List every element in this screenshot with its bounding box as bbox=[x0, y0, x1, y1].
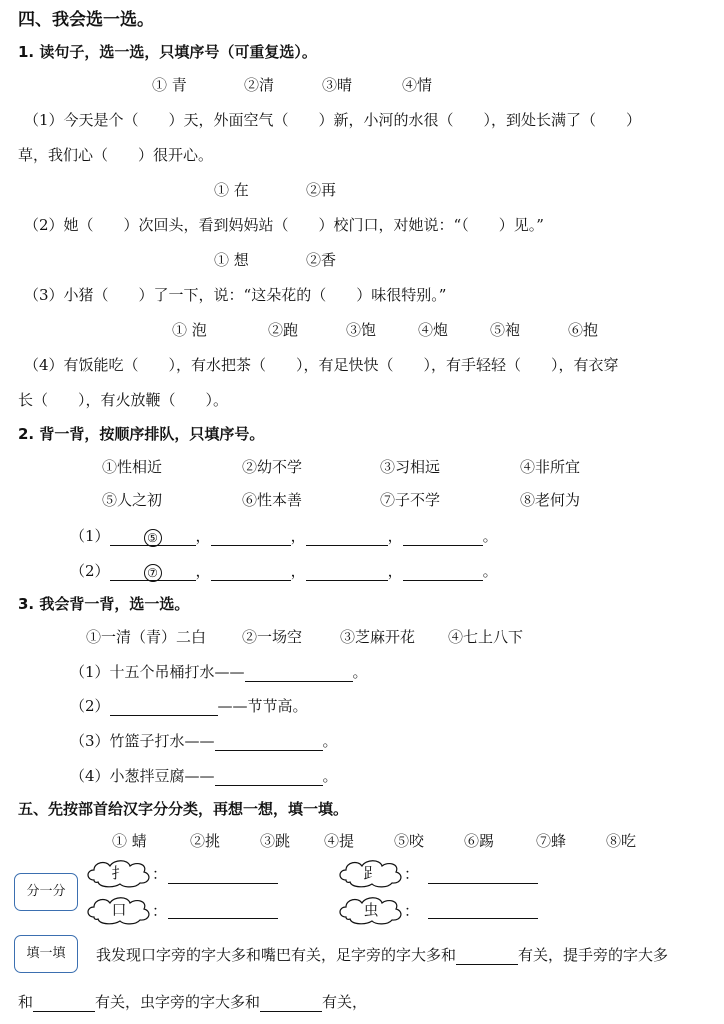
period: 。 bbox=[322, 732, 338, 750]
phrase: ④非所宜 bbox=[520, 458, 581, 476]
option: ⑤袍 bbox=[490, 321, 521, 339]
line-text: 有关，虫字旁的字大多和 bbox=[95, 993, 261, 1011]
option: ②跑 bbox=[268, 321, 299, 339]
option: ① 想 bbox=[214, 251, 249, 269]
q1-sentence-4b: 长（ ），有火放鞭（ ）。 bbox=[18, 391, 229, 409]
option: ③芝麻开花 bbox=[340, 628, 416, 646]
radical: 𧾷 bbox=[363, 864, 379, 882]
q1-title: 1. 读句子，选一选，只填序号（可重复选）。 bbox=[18, 43, 317, 61]
answer-blank[interactable] bbox=[428, 865, 538, 884]
period: 。 bbox=[482, 527, 498, 545]
phrase: ③习相远 bbox=[380, 458, 441, 476]
option: ⑥抱 bbox=[568, 321, 599, 339]
option: ④情 bbox=[402, 76, 433, 94]
radical: 扌 bbox=[111, 864, 127, 882]
option: ②清 bbox=[244, 76, 275, 94]
answer-blank[interactable] bbox=[110, 562, 196, 581]
radical-cloud-hand bbox=[84, 858, 154, 888]
phrase: ②幼不学 bbox=[242, 458, 303, 476]
option: ③饱 bbox=[346, 321, 377, 339]
answer-label: （1） bbox=[70, 527, 110, 545]
comma: ， bbox=[195, 527, 211, 545]
line-text: 和 bbox=[18, 993, 34, 1011]
option: ②一场空 bbox=[242, 628, 303, 646]
colon: ： bbox=[152, 865, 168, 883]
answer-blank[interactable] bbox=[245, 663, 353, 682]
fill-line-2 bbox=[18, 992, 367, 1012]
char-option: ⑧吃 bbox=[606, 832, 637, 850]
period: 。 bbox=[322, 767, 338, 785]
answer-blank[interactable] bbox=[168, 900, 278, 919]
q3-line-3 bbox=[70, 731, 338, 751]
char-option: ④提 bbox=[324, 832, 355, 850]
answer-blank[interactable] bbox=[215, 767, 323, 786]
line-text: （2） bbox=[70, 697, 110, 715]
option: ①一清（青）二白 bbox=[86, 628, 207, 646]
option: ③晴 bbox=[322, 76, 353, 94]
answer-blank[interactable] bbox=[403, 527, 483, 546]
fill-label-box: 填一填 bbox=[14, 935, 78, 973]
comma: ， bbox=[290, 527, 306, 545]
answer-blank[interactable] bbox=[428, 900, 538, 919]
option: ④炮 bbox=[418, 321, 449, 339]
radical: 口 bbox=[111, 901, 127, 919]
colon: ： bbox=[152, 902, 168, 920]
answer-blank[interactable] bbox=[110, 697, 218, 716]
phrase: ⑥性本善 bbox=[242, 491, 303, 509]
q1-sentence-2: （2）她（ ）次回头，看到妈妈站（ ）校门口，对她说：“（ ）见。” bbox=[24, 216, 544, 234]
option: ②再 bbox=[306, 181, 337, 199]
sort-label-box: 分一分 bbox=[14, 873, 78, 911]
q1-sentence-1b: 草，我们心（ ）很开心。 bbox=[18, 146, 214, 164]
q1-sentence-4a: （4）有饭能吃（ ），有水把茶（ ），有足快快（ ），有手轻轻（ ），有衣穿 bbox=[24, 356, 619, 374]
char-option: ① 蜻 bbox=[112, 832, 147, 850]
comma: ， bbox=[195, 562, 211, 580]
answer-blank[interactable] bbox=[110, 527, 196, 546]
section4-title: 四、我会选一选。 bbox=[18, 10, 154, 30]
phrase: ①性相近 bbox=[102, 458, 163, 476]
answer-blank[interactable] bbox=[215, 732, 323, 751]
answer-blank[interactable] bbox=[306, 527, 388, 546]
option: ④七上八下 bbox=[448, 628, 524, 646]
char-option: ③跳 bbox=[260, 832, 291, 850]
line-text: （1）十五个吊桶打水—— bbox=[70, 663, 245, 681]
option: ②香 bbox=[306, 251, 337, 269]
line-text: 有关，提手旁的字大多 bbox=[518, 946, 669, 964]
line-text: （3）竹篮子打水—— bbox=[70, 732, 215, 750]
q1-sentence-3: （3）小猪（ ）了一下，说：“这朵花的（ ）味很特别。” bbox=[24, 286, 447, 304]
period: 。 bbox=[352, 663, 368, 681]
radical-cloud-foot bbox=[336, 858, 406, 888]
option: ① 泡 bbox=[172, 321, 207, 339]
phrase: ⑦子不学 bbox=[380, 491, 441, 509]
q3-line-2 bbox=[70, 696, 308, 716]
q1-sentence-1a: （1）今天是个（ ）天，外面空气（ ）新，小河的水很（ ），到处长满了（ ） bbox=[24, 111, 642, 129]
answer-blank[interactable] bbox=[211, 562, 291, 581]
phrase: ⑤人之初 bbox=[102, 491, 163, 509]
answer-blank[interactable] bbox=[211, 527, 291, 546]
q3-title: 3. 我会背一背，选一选。 bbox=[18, 595, 190, 613]
comma: ， bbox=[290, 562, 306, 580]
option: ① 青 bbox=[152, 76, 187, 94]
fill-line-1 bbox=[96, 945, 668, 965]
radical: 虫 bbox=[363, 901, 379, 919]
q2-answer-line-1 bbox=[70, 526, 498, 546]
line-text: ——节节高。 bbox=[217, 697, 308, 715]
radical-cloud-mouth bbox=[84, 895, 154, 925]
char-option: ⑥踢 bbox=[464, 832, 495, 850]
line-text: 我发现口字旁的字大多和嘴巴有关，足字旁的字大多和 bbox=[96, 946, 457, 964]
q2-answer-line-2 bbox=[70, 561, 498, 581]
comma: ， bbox=[387, 527, 403, 545]
char-option: ⑦蜂 bbox=[536, 832, 567, 850]
char-option: ②挑 bbox=[190, 832, 221, 850]
section5-title: 五、先按部首给汉字分分类，再想一想，填一填。 bbox=[18, 800, 349, 818]
colon: ： bbox=[404, 865, 420, 883]
answer-filled: ⑦ bbox=[144, 564, 162, 582]
option: ① 在 bbox=[214, 181, 249, 199]
radical-cloud-insect bbox=[336, 895, 406, 925]
colon: ： bbox=[404, 902, 420, 920]
answer-blank[interactable] bbox=[33, 993, 95, 1012]
q3-line-1 bbox=[70, 662, 368, 682]
q2-title: 2. 背一背，按顺序排队，只填序号。 bbox=[18, 425, 265, 443]
q3-line-4 bbox=[70, 766, 338, 786]
comma: ， bbox=[387, 562, 403, 580]
line-text: （4）小葱拌豆腐—— bbox=[70, 767, 215, 785]
answer-label: （2） bbox=[70, 562, 110, 580]
answer-blank[interactable] bbox=[306, 562, 388, 581]
answer-blank[interactable] bbox=[260, 993, 322, 1012]
answer-blank[interactable] bbox=[168, 865, 278, 884]
line-text: 有关， bbox=[322, 993, 368, 1011]
answer-filled: ⑤ bbox=[144, 529, 162, 547]
answer-blank[interactable] bbox=[403, 562, 483, 581]
answer-blank[interactable] bbox=[456, 946, 518, 965]
char-option: ⑤咬 bbox=[394, 832, 425, 850]
phrase: ⑧老何为 bbox=[520, 491, 581, 509]
period: 。 bbox=[482, 562, 498, 580]
